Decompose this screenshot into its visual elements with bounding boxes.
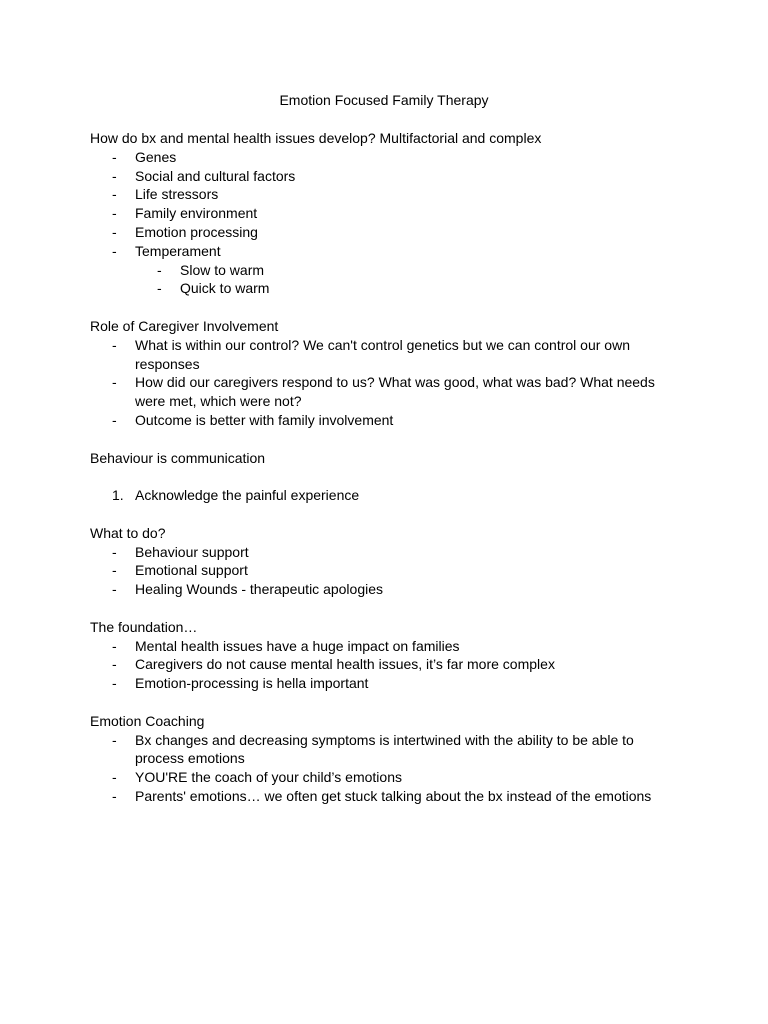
- bullet-dash: -: [112, 336, 117, 353]
- list-item: - How did our caregivers respond to us? What was good, what was bad? What needs were met, which were not?: [112, 374, 655, 410]
- section-heading-develop: How do bx and mental health issues develop? Multifactorial and complex: [90, 130, 542, 146]
- list-item: - Outcome is better with family involvement: [112, 411, 394, 428]
- document-body: [90, 129, 670, 806]
- blank-line: [90, 693, 670, 712]
- blank-line: [90, 430, 670, 449]
- bullet-dash: -: [112, 787, 117, 804]
- bullet-dash: -: [112, 205, 117, 222]
- bullet-dash: -: [157, 261, 162, 278]
- list-subitem: - Slow to warm: [157, 261, 265, 278]
- bullet-dash: -: [112, 374, 117, 391]
- bullet-dash: -: [112, 167, 117, 184]
- bullet-dash: -: [112, 731, 117, 748]
- list-item: - Temperament: [112, 242, 221, 259]
- list-item: - Life stressors: [112, 186, 219, 203]
- list-item: - Behaviour support: [112, 543, 249, 560]
- list-item: - What is within our control? We can't control genetics but we can control our own responses: [112, 336, 630, 372]
- list-item: - Emotion-processing is hella important: [112, 675, 369, 692]
- bullet-dash: -: [157, 280, 162, 297]
- list-item: - Emotional support: [112, 562, 248, 579]
- list-item: - YOU'RE the coach of your child’s emotions: [112, 769, 402, 786]
- bullet-dash: -: [112, 242, 117, 259]
- bullet-dash: -: [112, 675, 117, 692]
- list-item: - Genes: [112, 148, 177, 165]
- blank-line: [90, 599, 670, 618]
- numbered-item: 1. Acknowledge the painful experience: [112, 487, 360, 504]
- bullet-dash: -: [112, 186, 117, 203]
- bullet-dash: -: [112, 656, 117, 673]
- list-item: - Caregivers do not cause mental health issues, it’s far more complex: [112, 656, 555, 673]
- section-heading-behaviour: Behaviour is communication: [90, 449, 266, 466]
- bullet-dash: -: [112, 411, 117, 428]
- bullet-dash: -: [112, 148, 117, 165]
- blank-line: [90, 505, 670, 524]
- list-item: - Family environment: [112, 205, 258, 222]
- bullet-dash: -: [112, 637, 117, 654]
- list-item: - Mental health issues have a huge impact on families: [112, 637, 460, 654]
- list-number: 1.: [112, 487, 124, 504]
- section-heading-todo: What to do?: [90, 524, 166, 541]
- blank-line: [90, 467, 670, 486]
- list-item: - Social and cultural factors: [112, 167, 296, 184]
- list-item: - Emotion processing: [112, 223, 258, 240]
- bullet-dash: -: [112, 769, 117, 786]
- list-subitem: - Quick to warm: [157, 280, 270, 297]
- bullet-dash: -: [112, 543, 117, 560]
- blank-line: [90, 298, 670, 317]
- section-heading-caregiver: Role of Caregiver Involvement: [90, 317, 279, 334]
- list-item: - Bx changes and decreasing symptoms is intertwined with the ability to be able to process emotions: [112, 731, 634, 767]
- list-item: - Parents' emotions… we often get stuck talking about the bx instead of the emotions: [112, 787, 652, 804]
- bullet-dash: -: [112, 562, 117, 579]
- section-heading-foundation: The foundation…: [90, 618, 198, 635]
- document-title: Emotion Focused Family Therapy: [279, 92, 489, 108]
- bullet-dash: -: [112, 581, 117, 598]
- section-heading-coaching: Emotion Coaching: [90, 712, 205, 729]
- bullet-dash: -: [112, 223, 117, 240]
- list-item: - Healing Wounds - therapeutic apologies: [112, 581, 384, 598]
